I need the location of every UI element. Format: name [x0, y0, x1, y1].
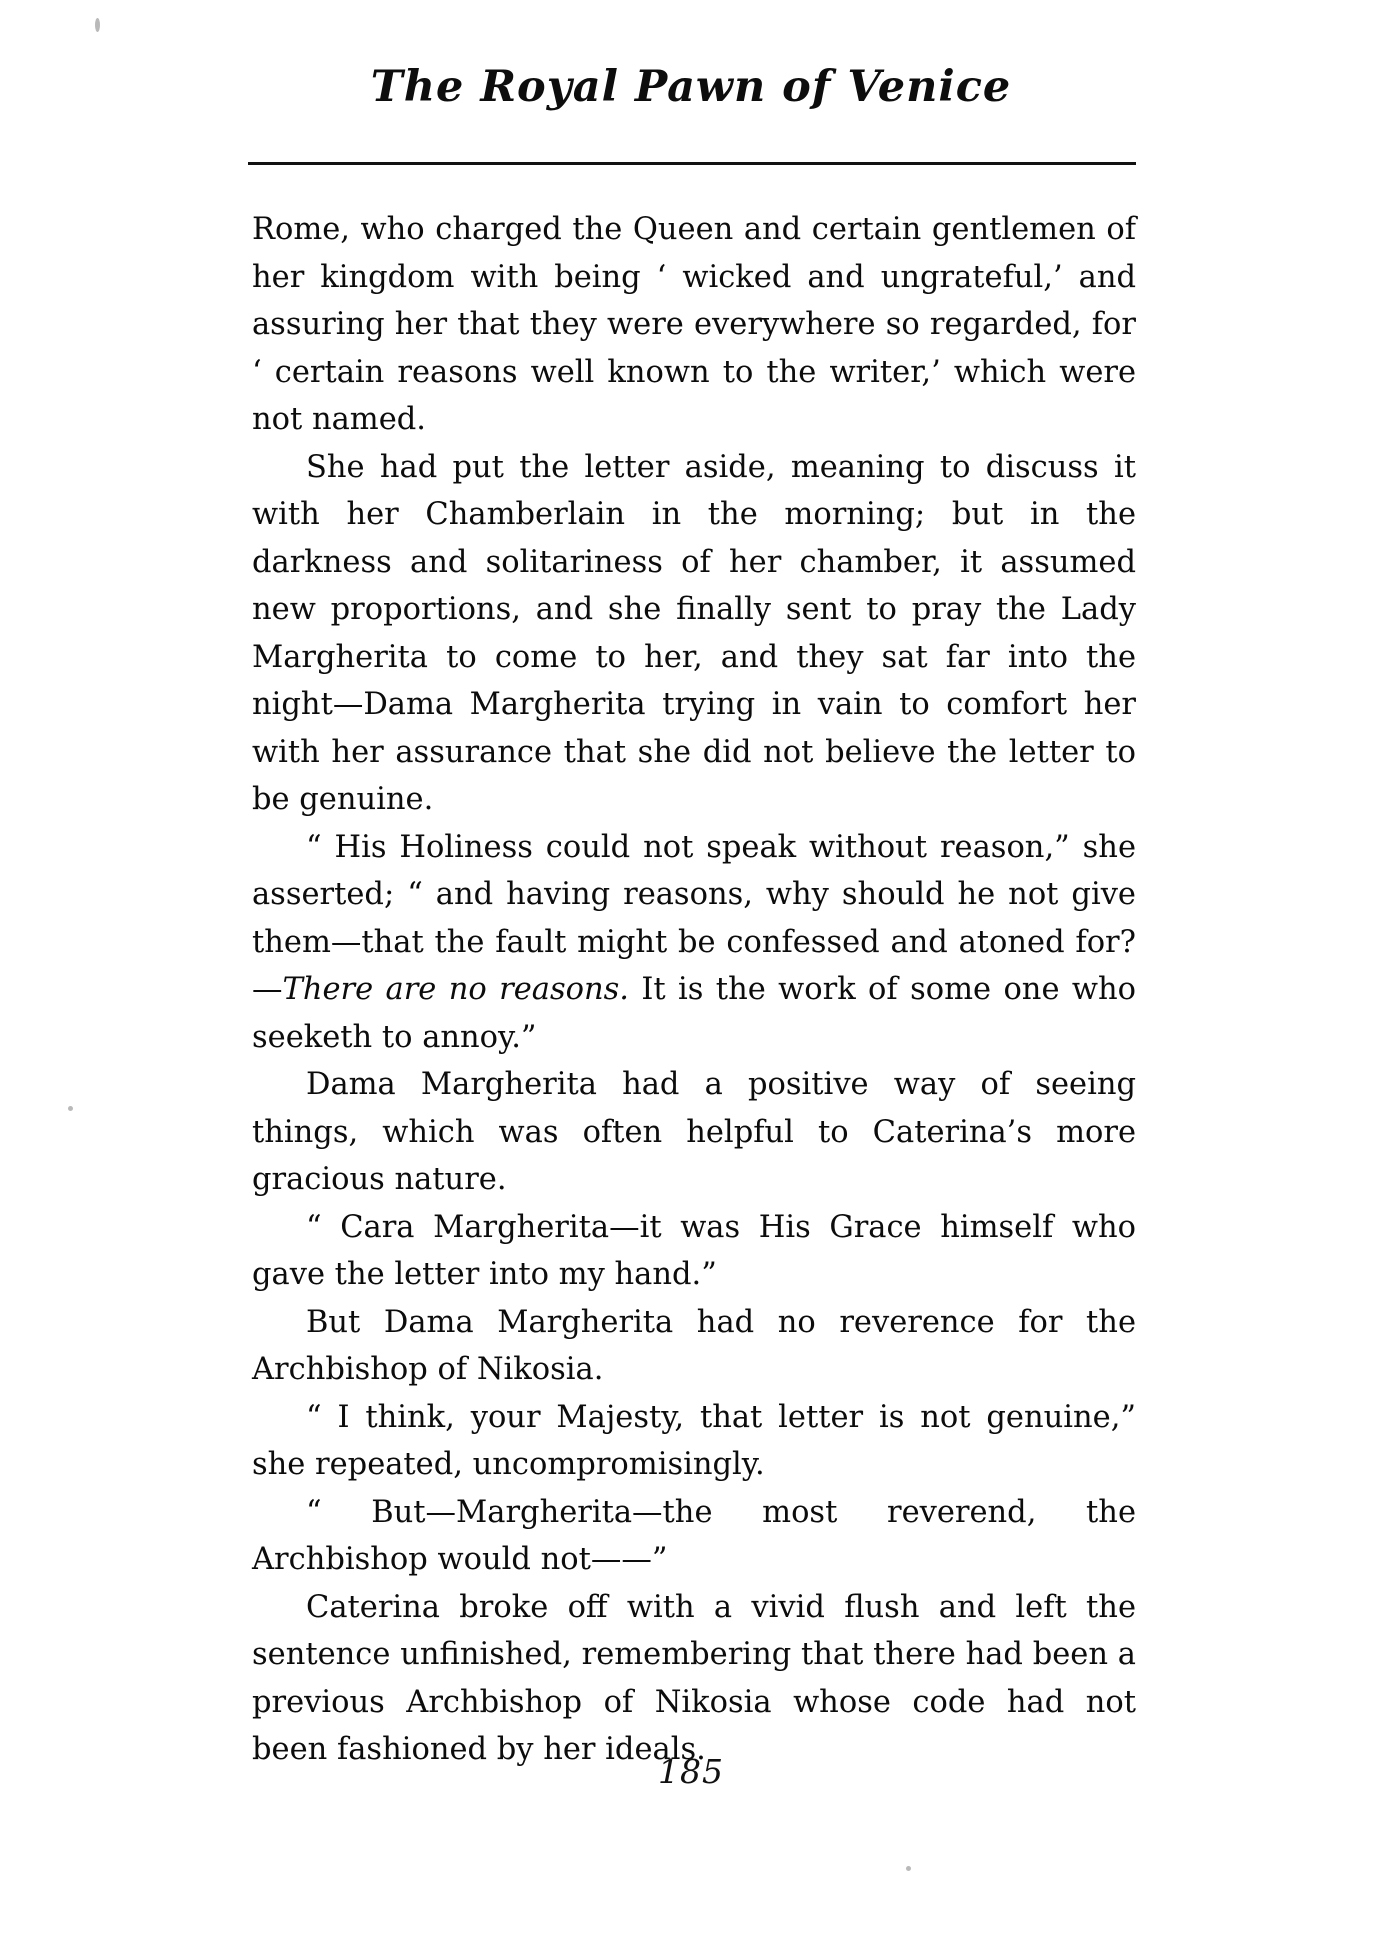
- body-paragraph: [252, 1394, 1136, 1489]
- body-paragraph: [252, 1204, 1136, 1299]
- text-run: Rome, who charged the Queen and certain gentlemen of her kingdom with being ‘ wicked and ungrateful,’ and assuring her that they were everywhere so regarded, for ‘ certain reasons well known to the writer,’ which were not named.: [252, 212, 1136, 437]
- text-run: She had put the letter aside, meaning to discuss it with her Chamberlain in the morning; but in the darkness and solitariness of her chamber, it assumed new proportions, and she finally sent to pray the Lady Margherita to come to her, and they sat far into the night—Dama Margherita trying in vain to comfort her with her assurance that she did not believe the letter to be genuine.: [252, 449, 1136, 817]
- body-paragraph: [252, 1584, 1136, 1774]
- header-divider-rule: [248, 162, 1136, 165]
- paper-speck: [68, 1106, 73, 1111]
- page-number: 185: [658, 1752, 724, 1791]
- body-paragraph: [252, 1299, 1136, 1394]
- body-paragraph: [252, 444, 1136, 824]
- text-run: “ But—Margherita—the most reverend, the Archbishop would not——”: [252, 1494, 1136, 1577]
- text-run: It is the work of some one who seeketh to annoy.”: [252, 972, 1136, 1055]
- text-run: But Dama Margherita had no reverence for the Archbishop of Nikosia.: [252, 1304, 1136, 1387]
- text-run: “ His Holiness could not speak without reason,” she asserted; “ and having reasons, why should he not give them—that the fault might be confessed and atoned for?—: [252, 829, 1136, 1007]
- text-run: Caterina broke off with a vivid flush and left the sentence unfinished, remembering that there had been a previous Archbishop of Nikosia whose code had not been fashioned by her ideals.: [252, 1589, 1136, 1767]
- italic-run: There are no reasons.: [282, 972, 629, 1007]
- body-paragraph: [252, 1489, 1136, 1584]
- paper-speck: [906, 1866, 911, 1871]
- page-running-head: The Royal Pawn of Venice: [370, 62, 1012, 112]
- text-run: “ I think, your Majesty, that letter is not genuine,” she repeated, uncompromisingly.: [252, 1399, 1136, 1482]
- paper-speck: [95, 18, 100, 32]
- text-run: “ Cara Margherita—it was His Grace himself who gave the letter into my hand.”: [252, 1209, 1136, 1292]
- body-paragraph: [252, 824, 1136, 1062]
- body-paragraph: [252, 1061, 1136, 1204]
- text-run: Dama Margherita had a positive way of seeing things, which was often helpful to Caterina’s more gracious nature.: [252, 1067, 1136, 1197]
- page-body-text: [252, 206, 1136, 1774]
- body-paragraph: [252, 206, 1136, 444]
